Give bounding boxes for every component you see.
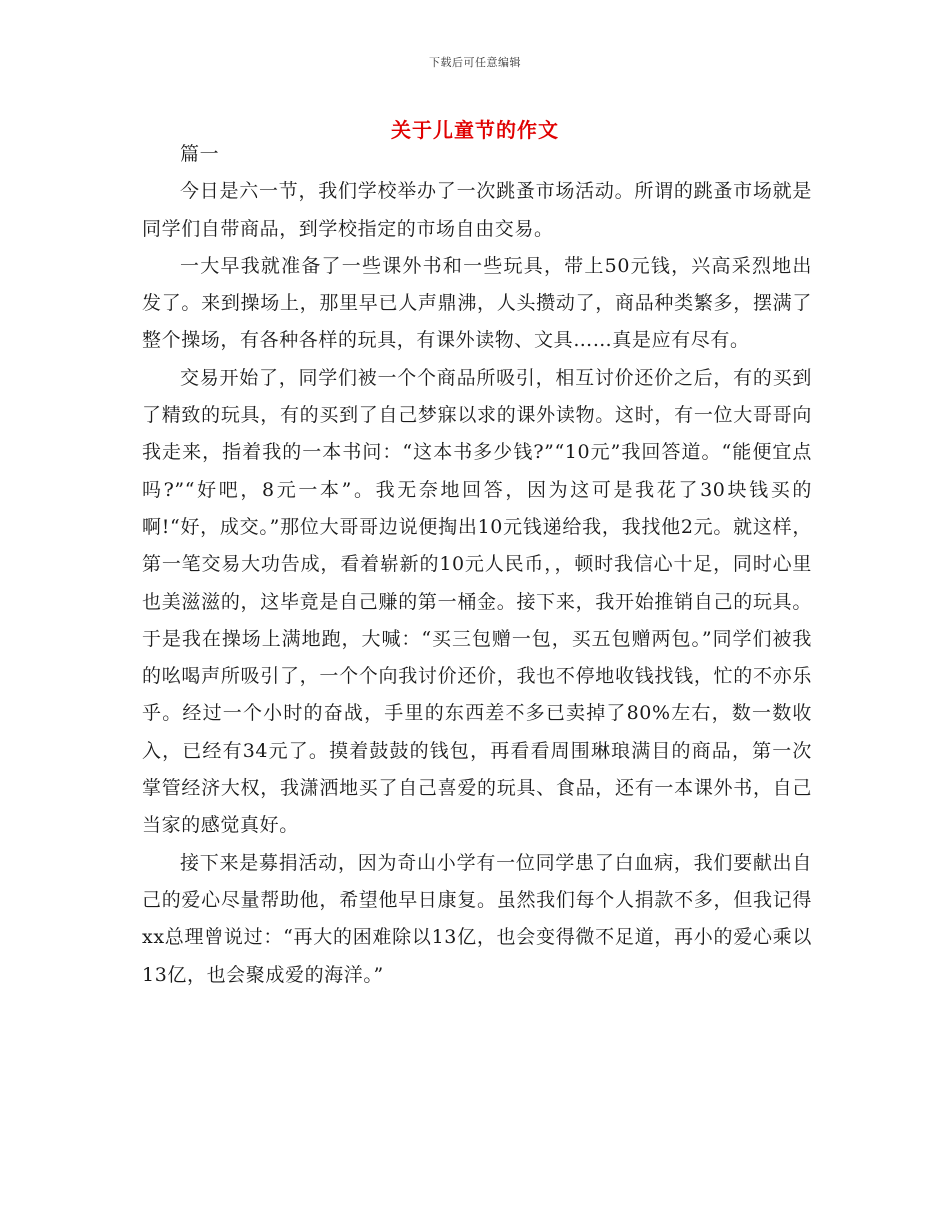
paragraph: 一大早我就准备了一些课外书和一些玩具，带上50元钱，兴高采烈地出发了。来到操场上，那里早已人声鼎沸，人头攒动了，商品种类繁多，摆满了整个操场，有各种各样的玩具，有课外读物、文具……真是应有尽有。 — [142, 254, 812, 352]
paragraph: 接下来是募捐活动，因为奇山小学有一位同学患了白血病，我们要献出自己的爱心尽量帮助他，希望他早日康复。虽然我们每个人捐款不多，但我记得xx总理曾说过：“再大的困难除以13亿，也会变得微不足道，再小的爱心乘以13亿，也会聚成爱的海洋。” — [142, 851, 812, 986]
paragraph: 今日是六一节，我们学校举办了一次跳蚤市场活动。所谓的跳蚤市场就是同学们自带商品，到学校指定的市场自由交易。 — [142, 180, 812, 240]
paragraph: 交易开始了，同学们被一个个商品所吸引，相互讨价还价之后，有的买到了精致的玩具，有的买到了自己梦寐以求的课外读物。这时，有一位大哥哥向我走来，指着我的一本书问：“这本书多少钱?”“10元”我回答道。“能便宜点吗?”“好吧，8元一本”。我无奈地回答，因为这可是我花了30块钱买的啊!“好，成交。”那位大哥哥边说便掏出10元钱递给我，我找他2元。就这样，第一笔交易大功告成，看着崭新的10元人民币，，顿时我信心十足，同时心里也美滋滋的，这毕竟是自己赚的第一桶金。接下来，我开始推销自己的玩具。于是我在操场上满地跑，大喊：“买三包赠一包，买五包赠两包。”同学们被我的吆喝声所吸引了，一个个向我讨价还价，我也不停地收钱找钱，忙的不亦乐乎。经过一个小时的奋战，手里的东西差不多已卖掉了80%左右，数一数收入，已经有34元了。摸着鼓鼓的钱包，再看看周围琳琅满目的商品，第一次掌管经济大权，我潇洒地买了自己喜爱的玩具、食品，还有一本课外书，自己当家的感觉真好。 — [142, 366, 812, 837]
header-note: 下载后可任意编辑 — [429, 56, 521, 69]
section-label: 篇一 — [180, 143, 220, 165]
document-title: 关于儿童节的作文 — [391, 118, 559, 142]
document-body — [142, 136, 812, 994]
